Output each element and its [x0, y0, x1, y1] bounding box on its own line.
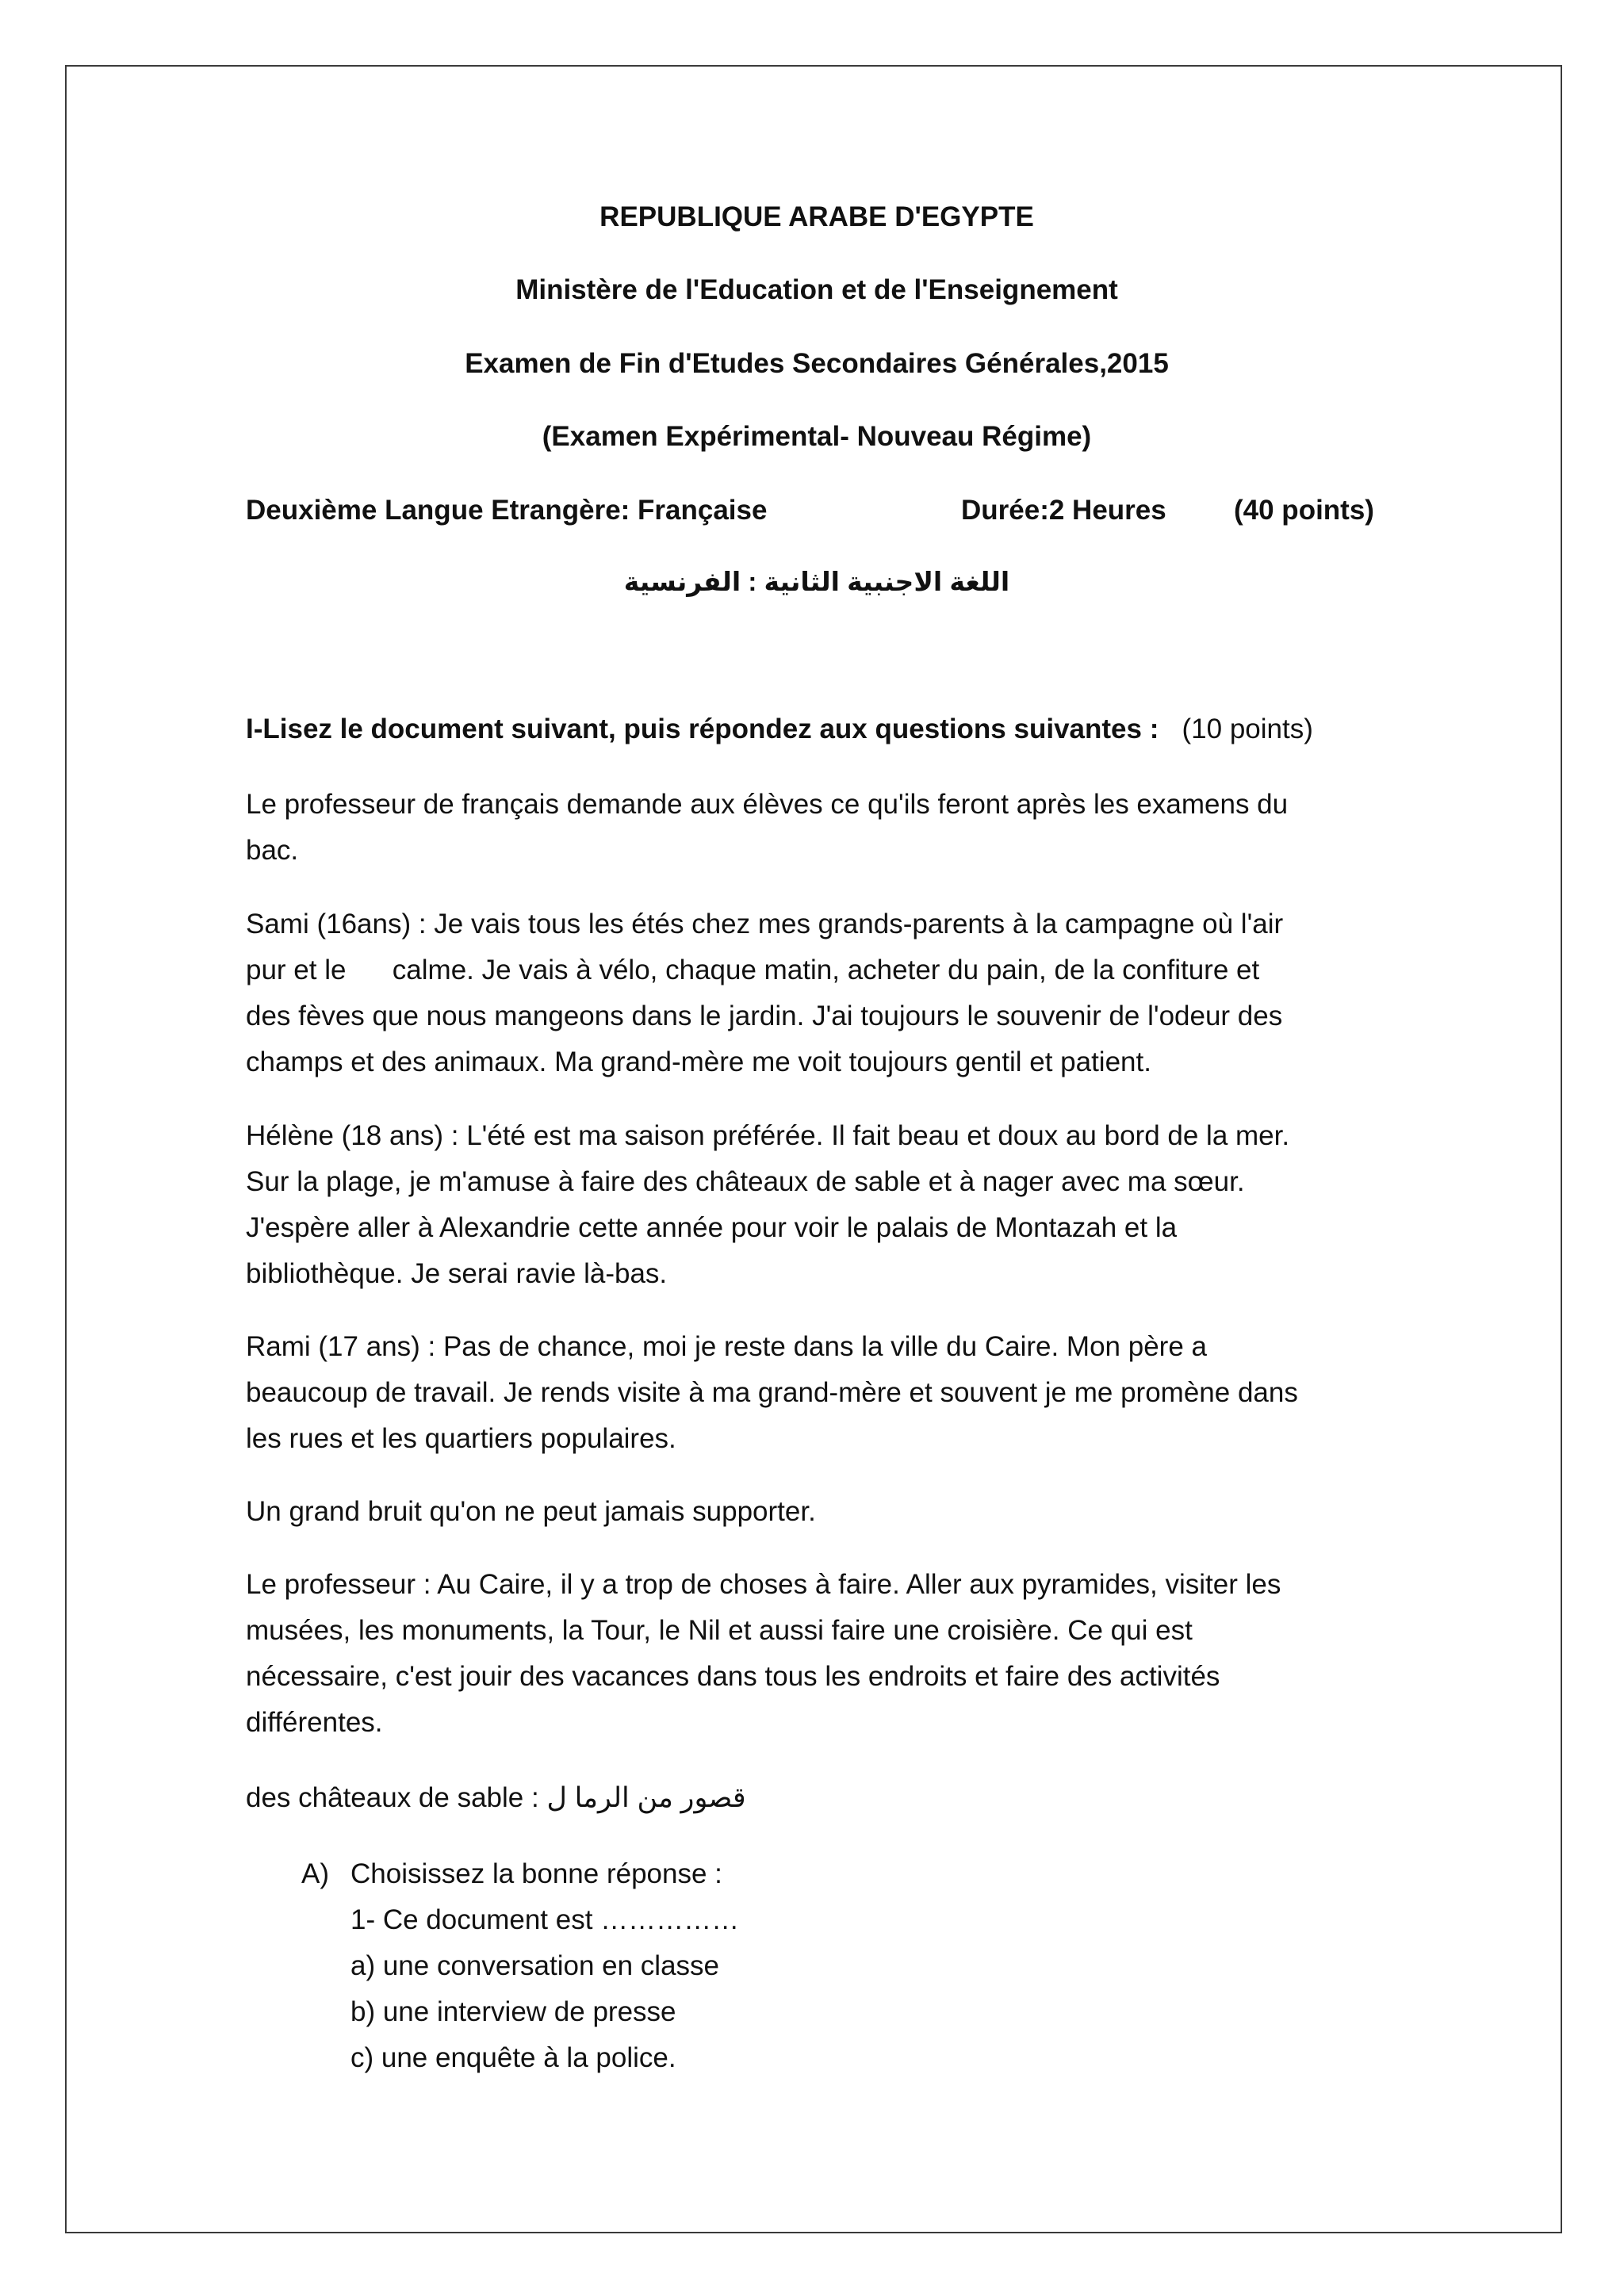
paragraph-line: Sur la plage, je m'amuse à faire des châteaux de sable et à nager avec ma sœur. [246, 1166, 1245, 1197]
paragraph-line: Sami (16ans) : Je vais tous les étés chez mes grands-parents à la campagne où l'air [246, 909, 1284, 939]
question-stem: 1- Ce document est …………… [350, 1904, 740, 1935]
paragraph-rami [246, 1324, 1388, 1462]
paragraph-line: Un grand bruit qu'on ne peut jamais supporter. [246, 1496, 816, 1527]
paragraph-line: différentes. [246, 1707, 383, 1738]
header-regime: (Examen Expérimental- Nouveau Régime) [542, 421, 1092, 452]
paragraph-line: les rues et les quartiers populaires. [246, 1423, 676, 1454]
paragraph-line: bibliothèque. Je serai ravie là-bas. [246, 1258, 668, 1289]
glossary-line [246, 1775, 1388, 1821]
paragraph-line: nécessaire, c'est jouir des vacances dans tous les endroits et faire des activités [246, 1661, 1220, 1692]
answer-option-a: a) une conversation en classe [350, 1950, 719, 1981]
question-letter: A) [301, 1858, 329, 1889]
glossary-arabic: قصور من الرما ل [546, 1782, 746, 1813]
header-ministry: Ministère de l'Education et de l'Enseignement [515, 274, 1118, 305]
paragraph-line: Rami (17 ans) : Pas de chance, moi je reste dans la ville du Caire. Mon père a [246, 1331, 1207, 1362]
paragraph-line: musées, les monuments, la Tour, le Nil et aussi faire une croisière. Ce qui est [246, 1615, 1193, 1646]
header-country: REPUBLIQUE ARABE D'EGYPTE [599, 201, 1034, 232]
answer-option-c: c) une enquête à la police. [350, 2042, 676, 2073]
arabic-subject-label: اللغة الاجنبية الثانية : الفرنسية [623, 567, 1010, 596]
paragraph-professeur [246, 1562, 1388, 1746]
paragraph-sami [246, 901, 1388, 1085]
paragraph-line: Hélène (18 ans) : L'été est ma saison préférée. Il fait beau et doux au bord de la mer. [246, 1120, 1290, 1151]
paragraph-line: Le professeur : Au Caire, il y a trop de choses à faire. Aller aux pyramides, visiter les [246, 1569, 1281, 1600]
exam-meta-row [246, 493, 1388, 528]
duration-label: Durée:2 Heures [961, 495, 1166, 526]
total-points-label: (40 points) [1234, 495, 1374, 526]
paragraph-line: pur et le calme. Je vais à vélo, chaque matin, acheter du pain, de la confiture et [246, 955, 1260, 985]
paragraph-line: J'espère aller à Alexandrie cette année pour voir le palais de Montazah et la [246, 1212, 1178, 1243]
paragraph-line: beaucoup de travail. Je rends visite à ma grand-mère et souvent je me promène dans [246, 1377, 1298, 1408]
section-instruction: I-Lisez le document suivant, puis répondez aux questions suivantes : [246, 714, 1159, 744]
paragraph-noise [246, 1489, 1388, 1535]
paragraph-line: champs et des animaux. Ma grand-mère me voit toujours gentil et patient. [246, 1047, 1151, 1077]
subject-label: Deuxième Langue Etrangère: Française [246, 495, 768, 526]
answer-option-b: b) une interview de presse [350, 1996, 676, 2027]
paragraph-line: des fèves que nous mangeons dans le jardin. J'ai toujours le souvenir de l'odeur des [246, 1001, 1283, 1031]
header-exam-title: Examen de Fin d'Etudes Secondaires Générales,2015 [465, 348, 1169, 379]
section-points: (10 points) [1182, 714, 1313, 744]
paragraph-line: Le professeur de français demande aux élèves ce qu'ils feront après les examens du [246, 789, 1289, 820]
section-title [246, 712, 1388, 747]
paragraph-helene [246, 1113, 1388, 1297]
glossary-term: des châteaux de sable : [246, 1782, 539, 1813]
paragraph-intro [246, 782, 1388, 874]
question-instruction: Choisissez la bonne réponse : [350, 1858, 722, 1889]
paragraph-line: bac. [246, 835, 299, 866]
